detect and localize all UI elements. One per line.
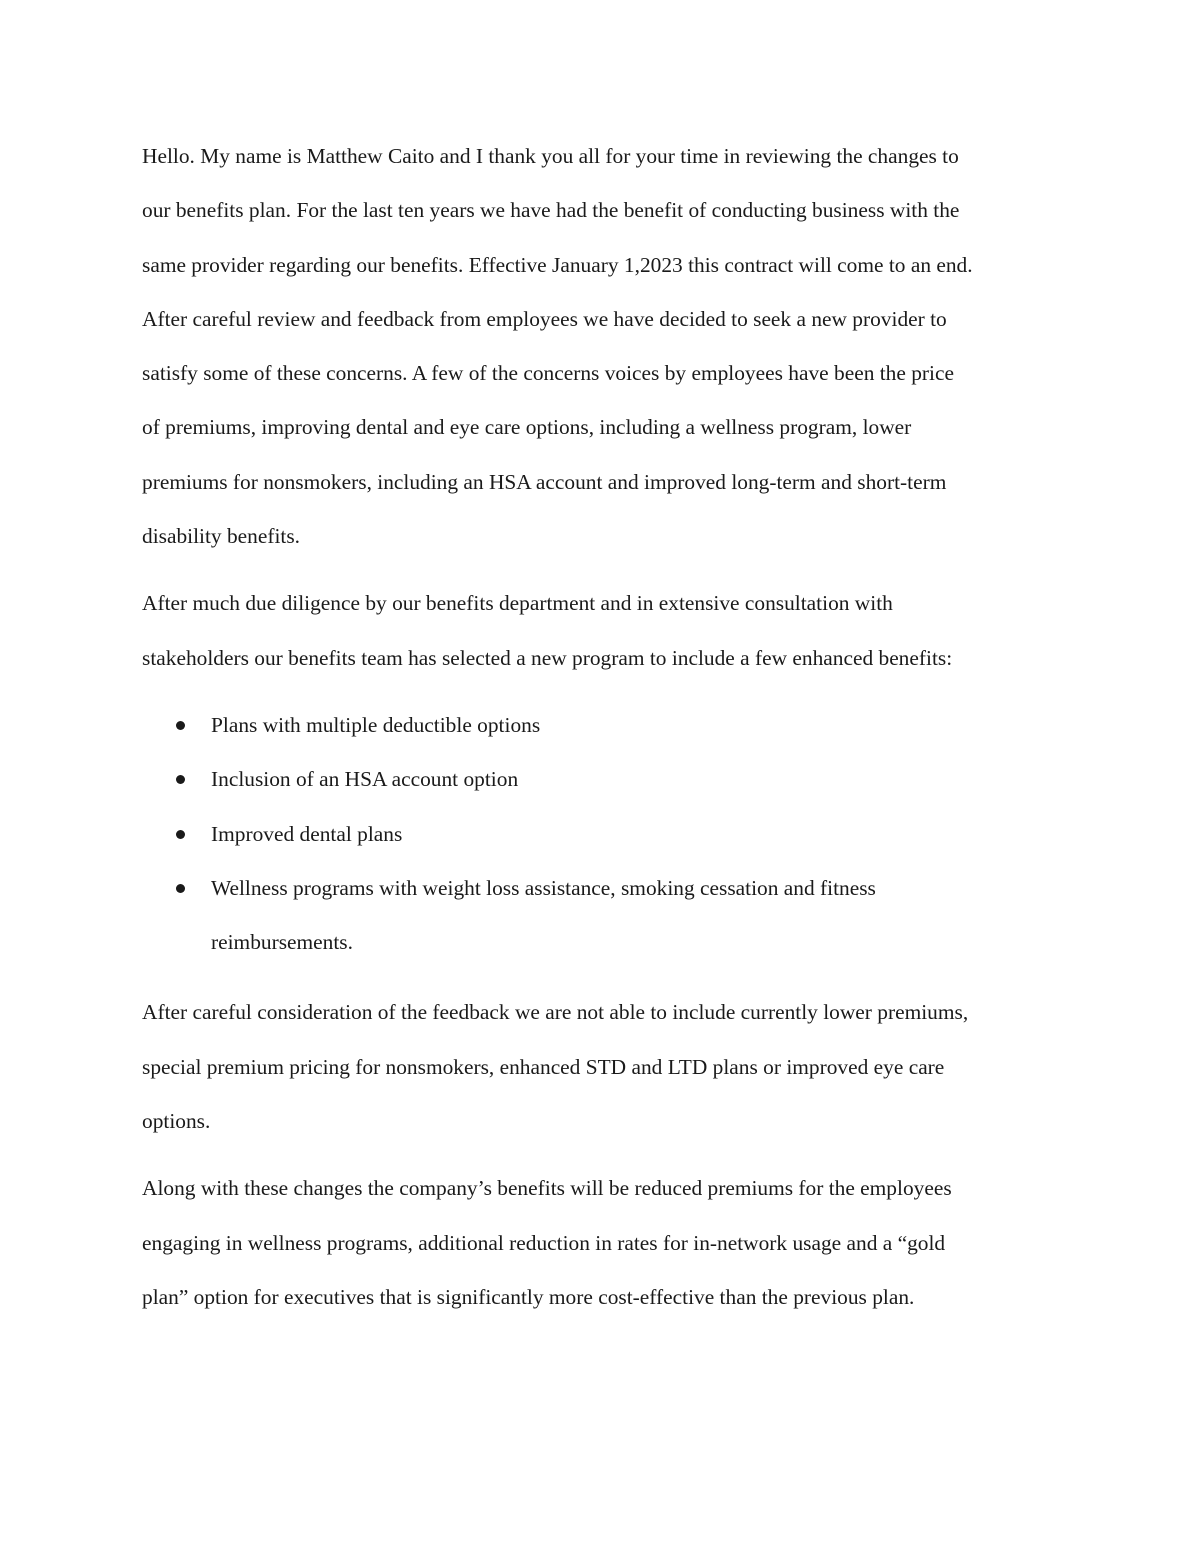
exclusion-paragraph: [142, 985, 1058, 1148]
bullet-icon: [176, 721, 185, 730]
bullet-item: [142, 698, 1058, 752]
bullet-text: Improved dental plans: [211, 821, 403, 846]
text-line: of premiums, improving dental and eye care options, including a wellness program, lower: [142, 415, 912, 440]
bullet-icon: [176, 884, 185, 893]
selection-paragraph: [142, 576, 1058, 685]
bullet-icon: [176, 775, 185, 784]
benefits-bullet-list: [142, 698, 1058, 969]
text-line: special premium pricing for nonsmokers, enhanced STD and LTD plans or improved eye care: [142, 1054, 945, 1079]
text-line: plan” option for executives that is significantly more cost-effective than the previous plan.: [142, 1284, 915, 1309]
document-body: [142, 129, 1058, 1337]
bullet-item: [142, 807, 1058, 861]
intro-paragraph: [142, 129, 1058, 563]
text-line: Hello. My name is Matthew Caito and I thank you all for your time in reviewing the changes to: [142, 144, 959, 168]
text-line: After much due diligence by our benefits department and in extensive consultation with: [142, 591, 893, 616]
text-line: Along with these changes the company’s benefits will be reduced premiums for the employees: [142, 1176, 952, 1201]
bullet-item: [142, 752, 1058, 806]
text-line: After careful consideration of the feedback we are not able to include currently lower premiums,: [142, 1000, 969, 1025]
text-line: our benefits plan. For the last ten years we have had the benefit of conducting business with the: [142, 198, 960, 223]
bullet-item: [142, 861, 1058, 970]
bullet-icon: [176, 830, 185, 839]
text-line: engaging in wellness programs, additional reduction in rates for in-network usage and a “gold: [142, 1230, 946, 1255]
text-line: satisfy some of these concerns. A few of the concerns voices by employees have been the price: [142, 361, 954, 386]
text-line: options.: [142, 1109, 211, 1134]
bullet-text: Plans with multiple deductible options: [211, 712, 541, 737]
text-line: same provider regarding our benefits. Effective January 1,2023 this contract will come to an end.: [142, 252, 973, 277]
text-line: premiums for nonsmokers, including an HSA account and improved long-term and short-term: [142, 469, 947, 494]
text-line: After careful review and feedback from employees we have decided to seek a new provider to: [142, 306, 947, 331]
closing-paragraph: [142, 1161, 1058, 1324]
bullet-text: Inclusion of an HSA account option: [211, 767, 519, 792]
bullet-text: reimbursements.: [211, 930, 353, 955]
text-line: stakeholders our benefits team has selected a new program to include a few enhanced benefits:: [142, 645, 953, 670]
bullet-text: Wellness programs with weight loss assistance, smoking cessation and fitness: [211, 875, 876, 900]
text-line: disability benefits.: [142, 524, 301, 549]
